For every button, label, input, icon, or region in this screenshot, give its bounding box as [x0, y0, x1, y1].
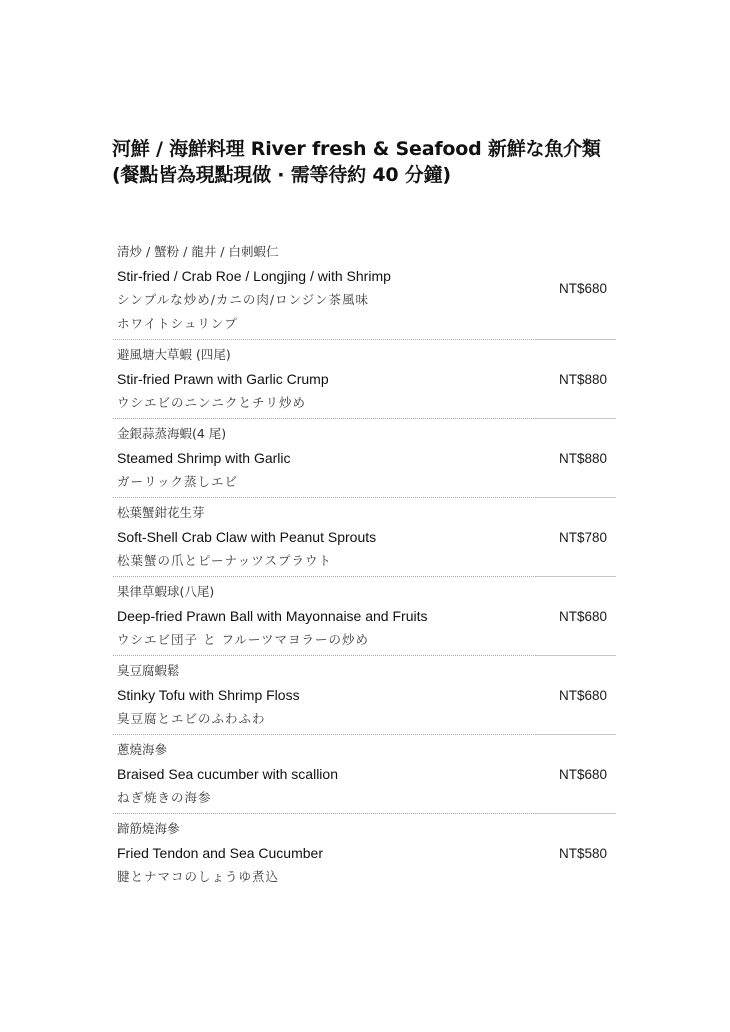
dish-name-english: Soft-Shell Crab Claw with Peanut Sprouts	[117, 529, 377, 545]
dish-name-japanese: 腱とナマコのしょうゆ煮込	[117, 869, 280, 884]
menu-item	[113, 815, 616, 892]
menu-item-names	[113, 422, 536, 494]
menu-item	[113, 657, 616, 734]
menu-list	[113, 238, 616, 892]
dish-name-english: Deep-fried Prawn Ball with Mayonnaise and Fruits	[117, 608, 428, 624]
dish-price: NT$880	[558, 371, 607, 387]
menu-item	[113, 420, 616, 497]
menu-item	[113, 499, 616, 576]
menu-item-names	[113, 817, 536, 889]
section-title: 河鮮 / 海鮮料理 River fresh & Seafood 新鮮な魚介類	[112, 138, 601, 160]
dish-name-japanese: シンプルな炒め/カニの肉/ロンジン茶風味	[117, 292, 369, 307]
menu-item-names	[113, 343, 536, 415]
dish-name-japanese: ガーリック蒸しエビ	[117, 474, 239, 489]
dish-name-english: Stir-fried / Crab Roe / Longjing / with Shrimp	[117, 268, 391, 284]
dish-name-chinese: 蔥燒海參	[117, 742, 168, 757]
menu-item-names	[113, 659, 536, 731]
menu-item-names	[113, 580, 536, 652]
dish-price: NT$680	[558, 280, 607, 296]
dish-price: NT$680	[558, 608, 607, 624]
dish-name-chinese: 清炒 / 蟹粉 / 龍井 / 白刺蝦仁	[117, 244, 279, 259]
dish-price: NT$780	[558, 529, 607, 545]
menu-item	[113, 578, 616, 655]
menu-section-header	[112, 136, 632, 188]
dish-name-chinese: 果律草蝦球(八尾)	[117, 584, 215, 599]
dish-name-chinese: 松葉蟹鉗花生芽	[117, 505, 205, 520]
dish-name-japanese: ウシエビ団子 と フルーツマヨラーの炒め	[117, 632, 369, 647]
dish-name-japanese: ウシエビのニンニクとチリ炒め	[117, 395, 307, 410]
dish-name-japanese: 松葉蟹の爪とピーナッツスプラウト	[117, 553, 333, 568]
dish-name-english: Steamed Shrimp with Garlic	[117, 450, 291, 466]
dish-name-english: Stir-fried Prawn with Garlic Crump	[117, 371, 329, 387]
section-subtitle-note: (餐點皆為現點現做 · 需等待約 40 分鐘)	[112, 164, 451, 186]
dish-name-japanese: ねぎ焼きの海参	[117, 790, 212, 805]
dish-name-english: Braised Sea cucumber with scallion	[117, 766, 338, 782]
dish-price: NT$880	[558, 450, 607, 466]
dish-price: NT$680	[558, 687, 607, 703]
menu-item-names	[113, 240, 536, 336]
dish-name-japanese-cont: ホワイトシュリンプ	[117, 316, 238, 331]
dish-price: NT$680	[558, 766, 607, 782]
menu-item-names	[113, 501, 536, 573]
dish-name-english: Stinky Tofu with Shrimp Floss	[117, 687, 300, 703]
dish-name-english: Fried Tendon and Sea Cucumber	[117, 845, 323, 861]
menu-item	[113, 238, 616, 339]
menu-item-names	[113, 738, 536, 810]
dish-name-chinese: 避風塘大草蝦 (四尾)	[117, 347, 231, 362]
menu-item	[113, 341, 616, 418]
dish-name-chinese: 金銀蒜蒸海蝦(4 尾)	[117, 426, 227, 441]
menu-item	[113, 736, 616, 813]
dish-name-japanese: 臭豆腐とエビのふわふわ	[117, 711, 266, 726]
dish-name-chinese: 蹄筋燒海參	[117, 821, 180, 836]
dish-name-chinese: 臭豆腐蝦鬆	[117, 663, 180, 678]
dish-price: NT$580	[558, 845, 607, 861]
